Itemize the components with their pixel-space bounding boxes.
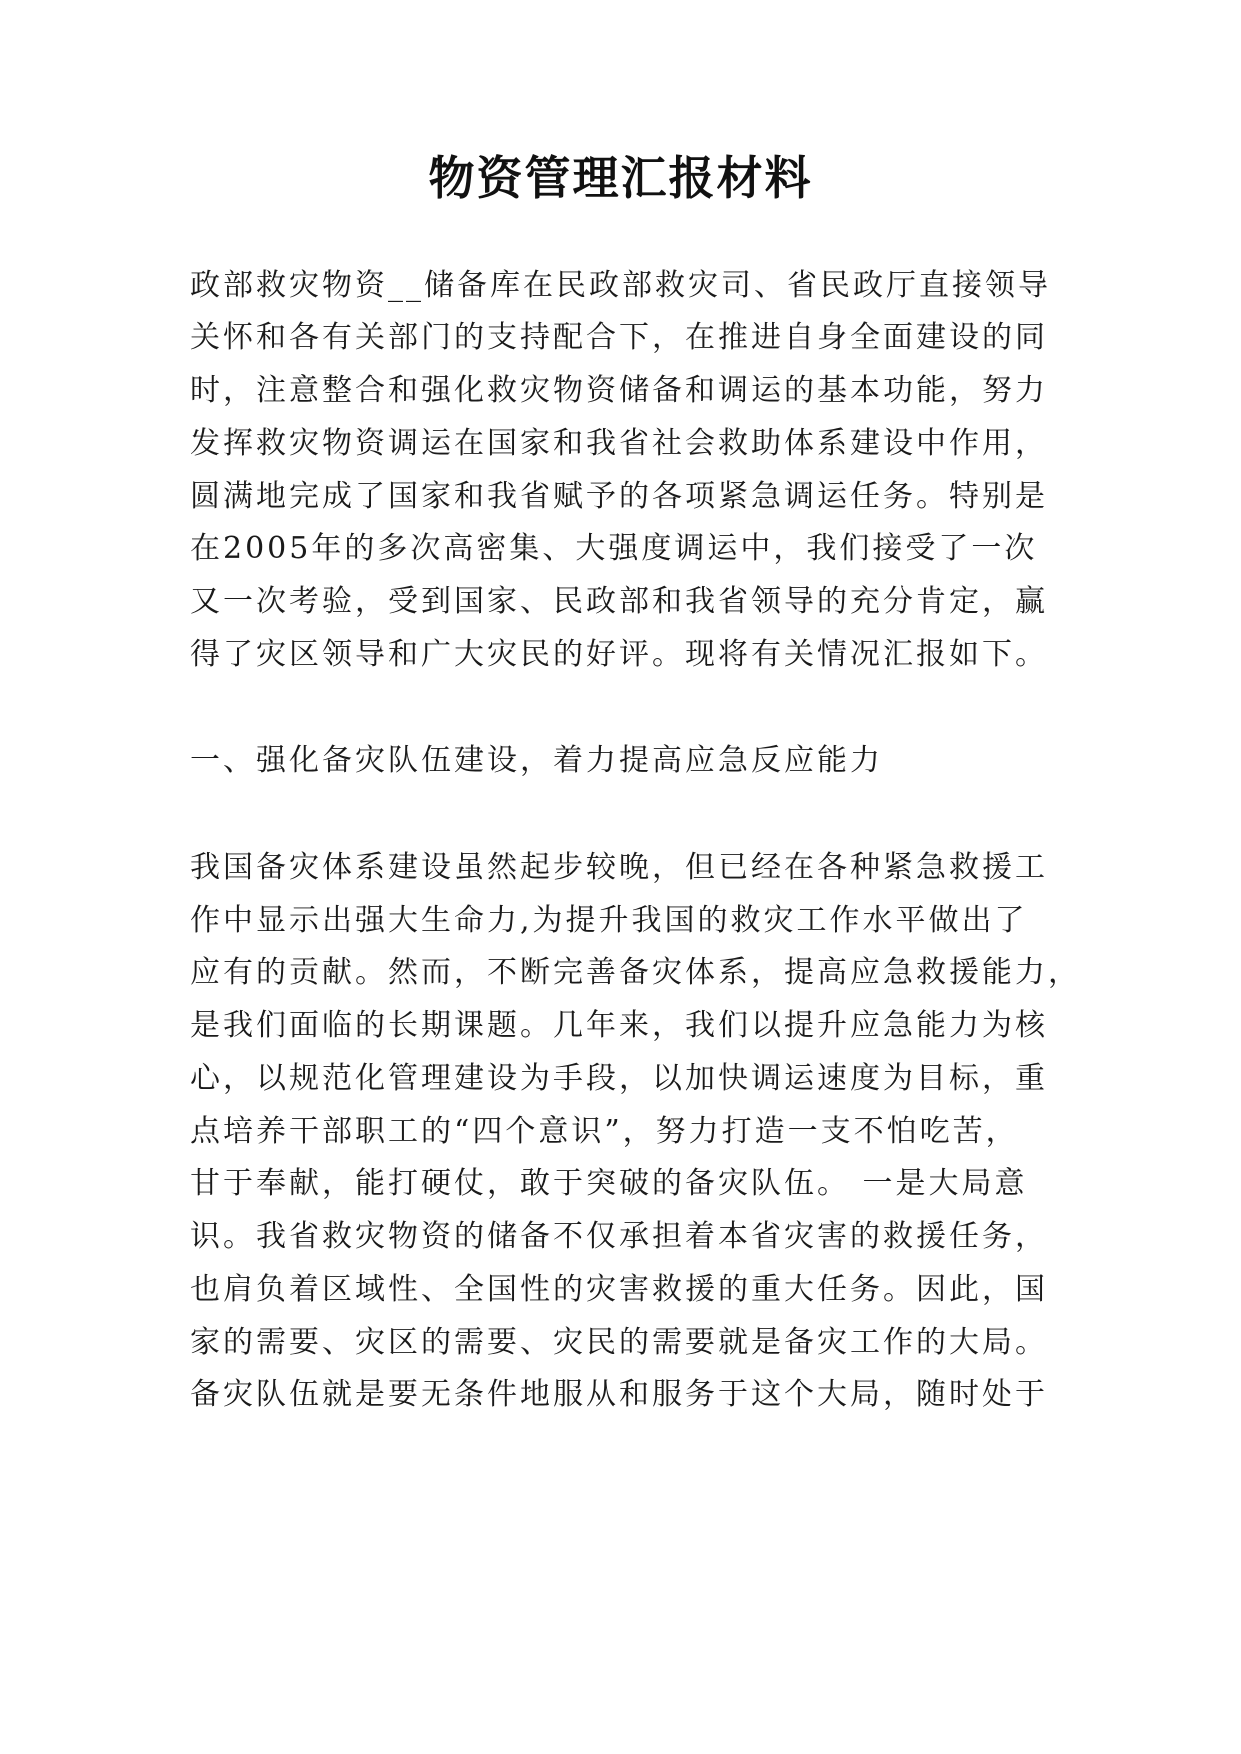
- paragraph-line: 政部救灾物资__储备库在民政部救灾司、省民政厅直接领导: [190, 268, 1051, 303]
- paragraph-line: 在2005年的多次高密集、大强度调运中，我们接受了一次: [190, 531, 1038, 566]
- paragraph-line: 又一次考验，受到国家、民政部和我省领导的充分肯定，赢: [190, 584, 1048, 619]
- paragraph-line: 备灾队伍就是要无条件地服从和服务于这个大局，随时处于: [190, 1377, 1048, 1412]
- paragraph-line: 是我们面临的长期课题。几年来，我们以提升应急能力为核: [190, 1008, 1048, 1043]
- paragraph-line: 点培养干部职工的“四个意识”，努力打造一支不怕吃苦，: [190, 1114, 1019, 1149]
- paragraph-line: 应有的贡献。然而，不断完善备灾体系，提高应急救援能力，: [190, 955, 1081, 990]
- paragraph-line: 心，以规范化管理建设为手段，以加快调运速度为目标，重: [190, 1061, 1048, 1096]
- paragraph-line: 我国备灾体系建设虽然起步较晚，但已经在各种紧急救援工: [190, 850, 1048, 885]
- section-heading: 一、强化备灾队伍建设，着力提高应急反应能力: [190, 743, 883, 778]
- paragraph-line: 甘于奉献，能打硬仗，敢于突破的备灾队伍。 一是大局意: [190, 1166, 1028, 1201]
- paragraph-line: 发挥救灾物资调运在国家和我省社会救助体系建设中作用，: [190, 426, 1048, 461]
- paragraph-line: 也肩负着区域性、全国性的灾害救援的重大任务。因此，国: [190, 1272, 1048, 1307]
- paragraph-line: 关怀和各有关部门的支持配合下，在推进自身全面建设的同: [190, 320, 1048, 355]
- paragraph-line: 家的需要、灾区的需要、灾民的需要就是备灾工作的大局。: [190, 1325, 1048, 1360]
- paragraph-line: 识。我省救灾物资的储备不仅承担着本省灾害的救援任务，: [190, 1219, 1048, 1254]
- paragraph-line: 圆满地完成了国家和我省赋予的各项紧急调运任务。特别是: [190, 479, 1048, 514]
- paragraph-line: 作中显示出强大生命力,为提升我国的救灾工作水平做出了: [190, 903, 1028, 938]
- document-title: 物资管理汇报材料: [428, 151, 813, 205]
- paragraph-line: 时，注意整合和强化救灾物资储备和调运的基本功能，努力: [190, 373, 1048, 408]
- paragraph-line: 得了灾区领导和广大灾民的好评。现将有关情况汇报如下。: [190, 637, 1048, 672]
